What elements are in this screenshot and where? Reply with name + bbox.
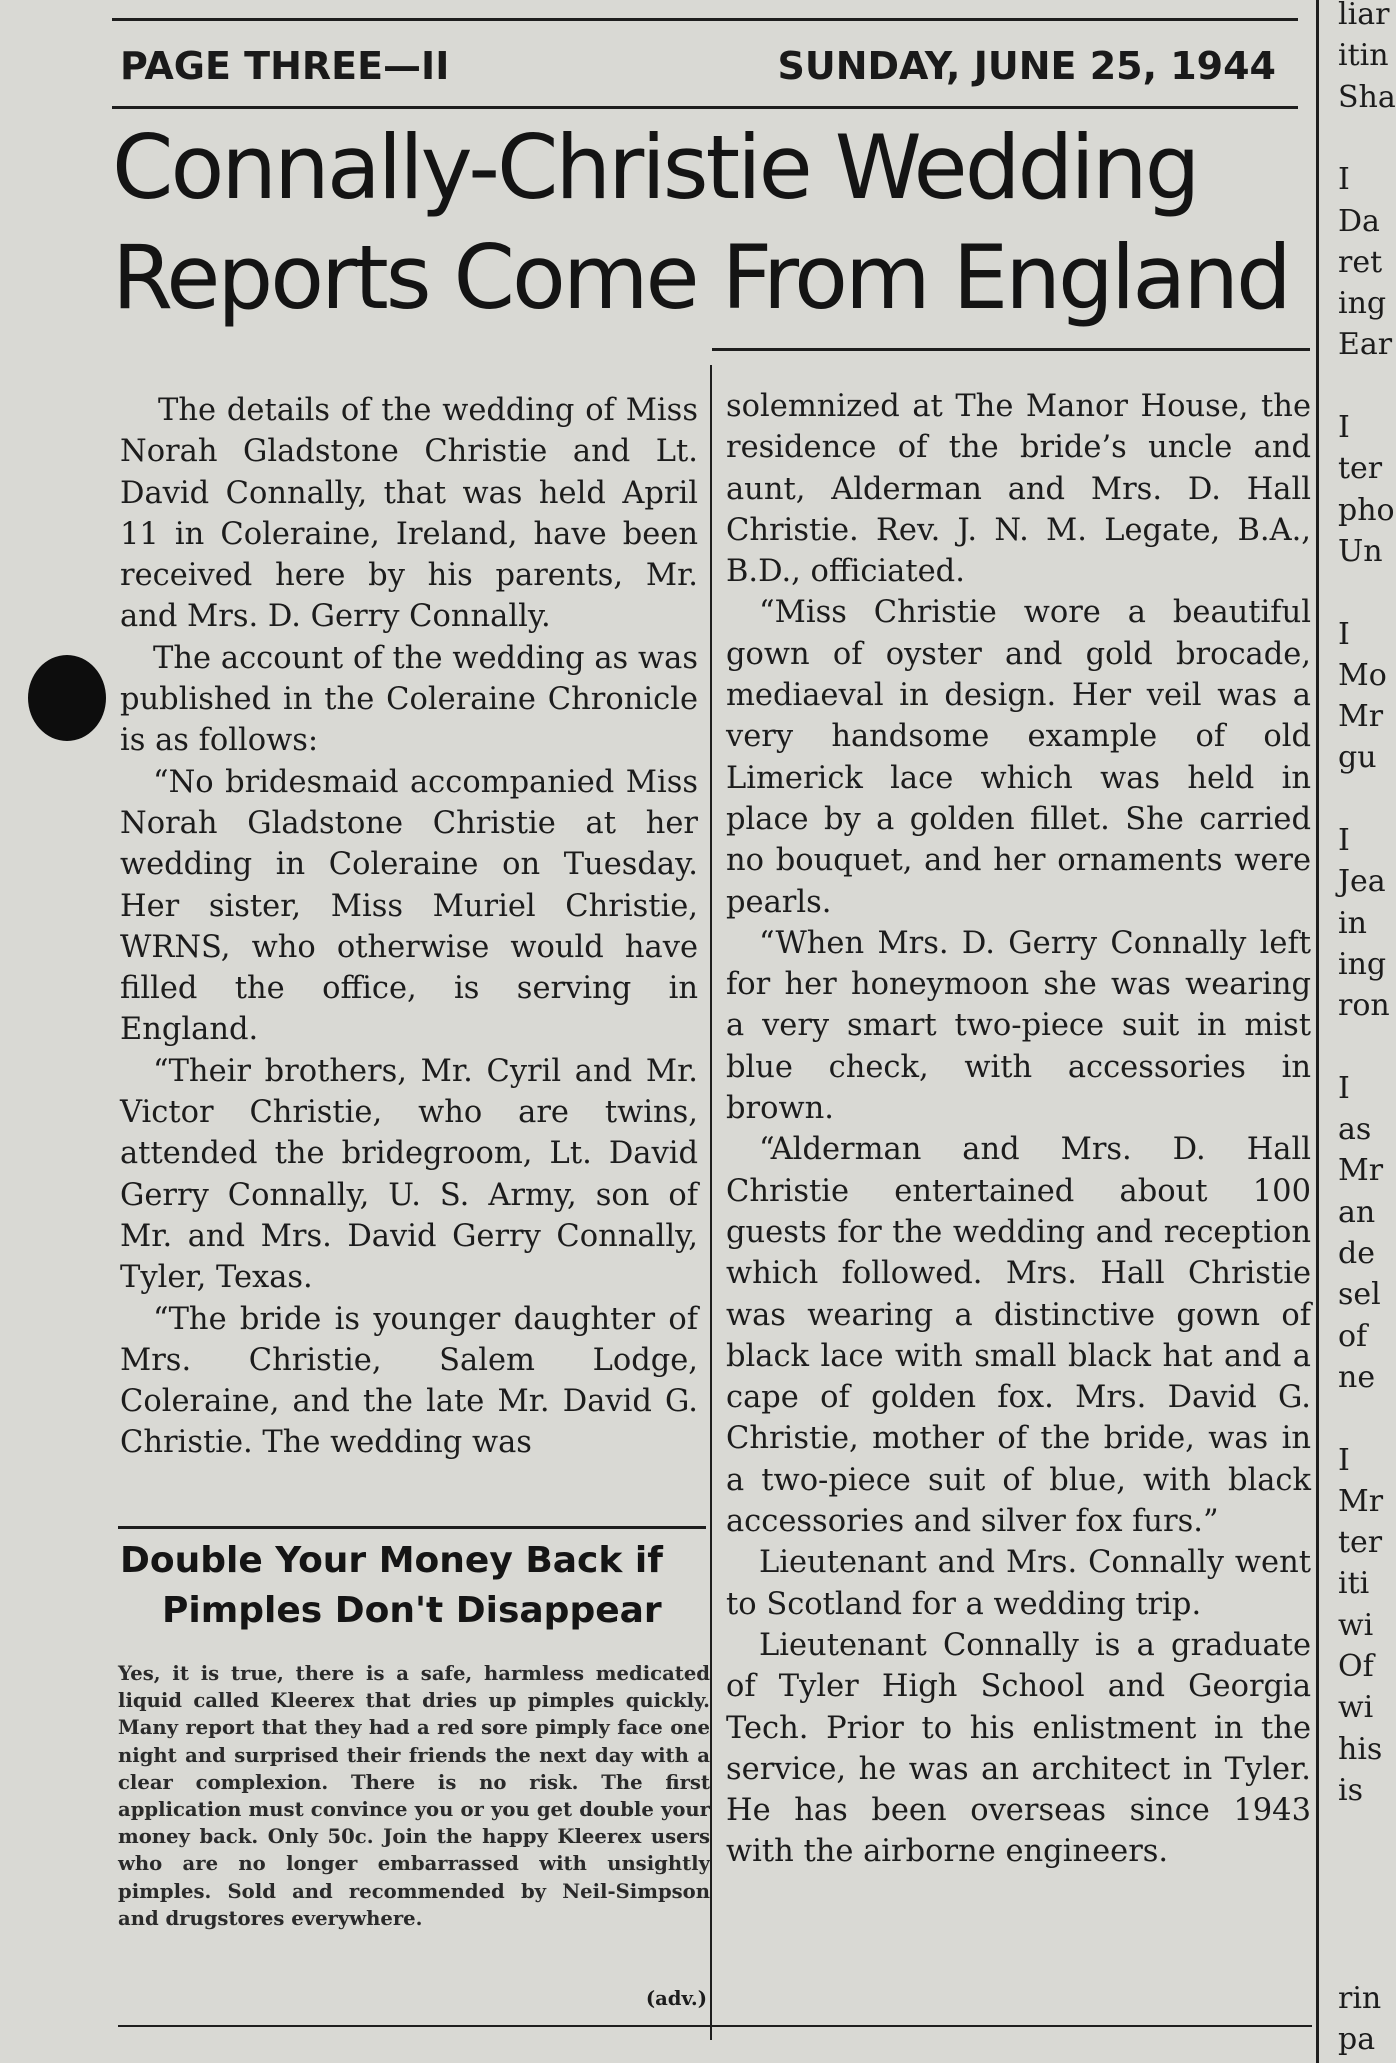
page-date: SUNDAY, JUNE 25, 1944 — [777, 44, 1276, 88]
ad-tag: (adv.) — [645, 1987, 707, 2010]
adjacent-fragment: itin — [1338, 38, 1389, 74]
article-paragraph: Lieutenant and Mrs. Connally went to Scotland for a wedding trip. — [726, 1545, 1311, 1622]
article-left-column — [120, 390, 698, 1464]
adjacent-fragment: ret — [1338, 244, 1383, 280]
header-rule — [112, 106, 1298, 109]
adjacent-fragment: Mr — [1338, 699, 1384, 735]
adjacent-fragment: pho — [1338, 492, 1395, 528]
adjacent-fragment: Of — [1338, 1649, 1374, 1684]
adjacent-fragment: ter — [1338, 451, 1383, 487]
adjacent-fragment: of — [1338, 1318, 1368, 1354]
article-paragraph: “The bride is younger daughter of Mrs. Christie, Salem Lodge, Coleraine, and the late Mr. David G. Christie. The wedding was — [120, 1301, 698, 1461]
adjacent-fragment: I — [1338, 162, 1350, 198]
ad-body: Yes, it is true, there is a safe, harmless medicated liquid called Kleerex that dries up pimples quickly. Many report that they had a red sore pimply face one night and surprised their friends the next day with a clear complexion. There is no risk. The first application must convince you or you get double your money back. Only 50c. Join the happy Kleerex users who are no longer embarrassed with unsightly pimples. Sold and recommended by Neil-Simpson and drugstores everywhere. — [118, 1662, 710, 1930]
adjacent-fragment: ron — [1338, 988, 1390, 1024]
adjacent-fragment: liar — [1338, 0, 1390, 32]
adjacent-fragment: I — [1338, 1070, 1350, 1106]
adjacent-fragment: an — [1338, 1194, 1376, 1230]
adjacent-fragment: in — [1338, 905, 1367, 941]
adjacent-fragment: ne — [1338, 1359, 1376, 1395]
top-rule — [112, 18, 1298, 21]
adjacent-fragment: pa — [1338, 2022, 1376, 2057]
adjacent-fragment: Un — [1338, 533, 1383, 569]
headline-line-1: Connally-Christie Wedding — [112, 116, 1198, 219]
column-divider-right — [1316, 0, 1319, 2063]
adjacent-fragment: I — [1338, 616, 1350, 652]
adjacent-fragment: his — [1338, 1731, 1383, 1767]
article-paragraph: Lieutenant Connally is a graduate of Tyler High School and Georgia Tech. Prior to his enlistment in the service, he was an architect in Tyler. He has been overseas since 1943 with the airborne engineers. — [726, 1627, 1311, 1870]
article-paragraph: “Alderman and Mrs. D. Hall Christie entertained about 100 guests for the wedding and reception which followed. Mrs. Hall Christie was wearing a distinctive gown of black lace with small black hat and a cape of golden fox. Mrs. David G. Christie, mother of the bride, was in a two-piece suit of blue, with black accessories and silver fox furs.” — [726, 1132, 1311, 1540]
adjacent-fragment: I — [1338, 410, 1350, 445]
adjacent-fragment: sel — [1338, 1277, 1381, 1313]
adjacent-fragment: Ear — [1338, 327, 1393, 363]
bullet-dot — [28, 655, 106, 741]
adjacent-fragment: wi — [1338, 1607, 1374, 1643]
adjacent-fragment: I — [1338, 823, 1350, 858]
adjacent-fragment: Sha — [1338, 79, 1396, 115]
article-paragraph: The details of the wedding of Miss Norah Gladstone Christie and Lt. David Connally, that was held April 11 in Coleraine, Ireland, have been received here by his parents, Mr. and Mrs. D. Gerry Connally. — [120, 393, 698, 635]
article-paragraph: solemnized at The Manor House, the residence of the bride’s uncle and aunt, Alderman and Mrs. D. Hall Christie. Rev. J. N. M. Legate, B.A., B.D., officiated. — [726, 389, 1311, 590]
ad-headline-line-1: Double Your Money Back if — [120, 1540, 663, 1581]
adjacent-fragment: Jea — [1338, 864, 1386, 900]
adjacent-fragment: Mr — [1338, 1483, 1384, 1519]
article-right-column — [726, 386, 1311, 1873]
adjacent-fragment: wi — [1338, 1690, 1374, 1726]
ad-top-rule — [118, 1526, 706, 1529]
adjacent-fragment: I — [1338, 1442, 1350, 1478]
article-paragraph: “Miss Christie wore a beautiful gown of oyster and gold brocade, mediaeval in design. Her veil was a very handsome example of old Limerick lace which was held in place by a golden fillet. She carried no bouquet, and her ornaments were pearls. — [726, 595, 1311, 920]
adjacent-fragment: gu — [1338, 740, 1377, 776]
adjacent-fragment: ing — [1338, 286, 1387, 322]
headline-rule — [712, 348, 1310, 351]
article-paragraph: “When Mrs. D. Gerry Connally left for her honeymoon she was wearing a very smart two-piece suit in mist blue check, with accessories in brown. — [726, 925, 1311, 1127]
adjacent-fragment: as — [1338, 1112, 1372, 1148]
column-divider-center — [710, 365, 712, 2040]
adjacent-fragment: is — [1338, 1772, 1363, 1808]
adjacent-fragment: Mr — [1338, 1153, 1384, 1189]
ad-bottom-rule — [118, 2025, 710, 2027]
adjacent-fragment: Mo — [1338, 657, 1387, 693]
ad-headline-line-2: Pimples Don't Disappear — [162, 1590, 662, 1631]
bottom-rule — [712, 2025, 1312, 2027]
adjacent-fragment: ing — [1338, 946, 1387, 982]
adjacent-fragment: rin — [1338, 1981, 1382, 2016]
article-paragraph: “Their brothers, Mr. Cyril and Mr. Victor Christie, who are twins, attended the bridegroom, Lt. David Gerry Connally, U. S. Army, son of Mr. and Mrs. David Gerry Connally, Tyler, Texas. — [120, 1053, 698, 1296]
page-label: PAGE THREE—II — [120, 44, 450, 88]
adjacent-fragment: de — [1338, 1236, 1375, 1271]
headline-line-2: Reports Come From England — [112, 226, 1289, 329]
adjacent-fragment: ter — [1338, 1525, 1383, 1561]
article-paragraph: The account of the wedding as was published in the Coleraine Chronicle is as follows: — [120, 640, 698, 759]
adjacent-fragment: Da — [1338, 203, 1380, 239]
article-paragraph: “No bridesmaid accompanied Miss Norah Gladstone Christie at her wedding in Coleraine on Tuesday. Her sister, Miss Muriel Christie, WRNS, who otherwise would have filled the office, is serving in England. — [120, 764, 698, 1048]
adjacent-fragment: iti — [1338, 1566, 1370, 1602]
